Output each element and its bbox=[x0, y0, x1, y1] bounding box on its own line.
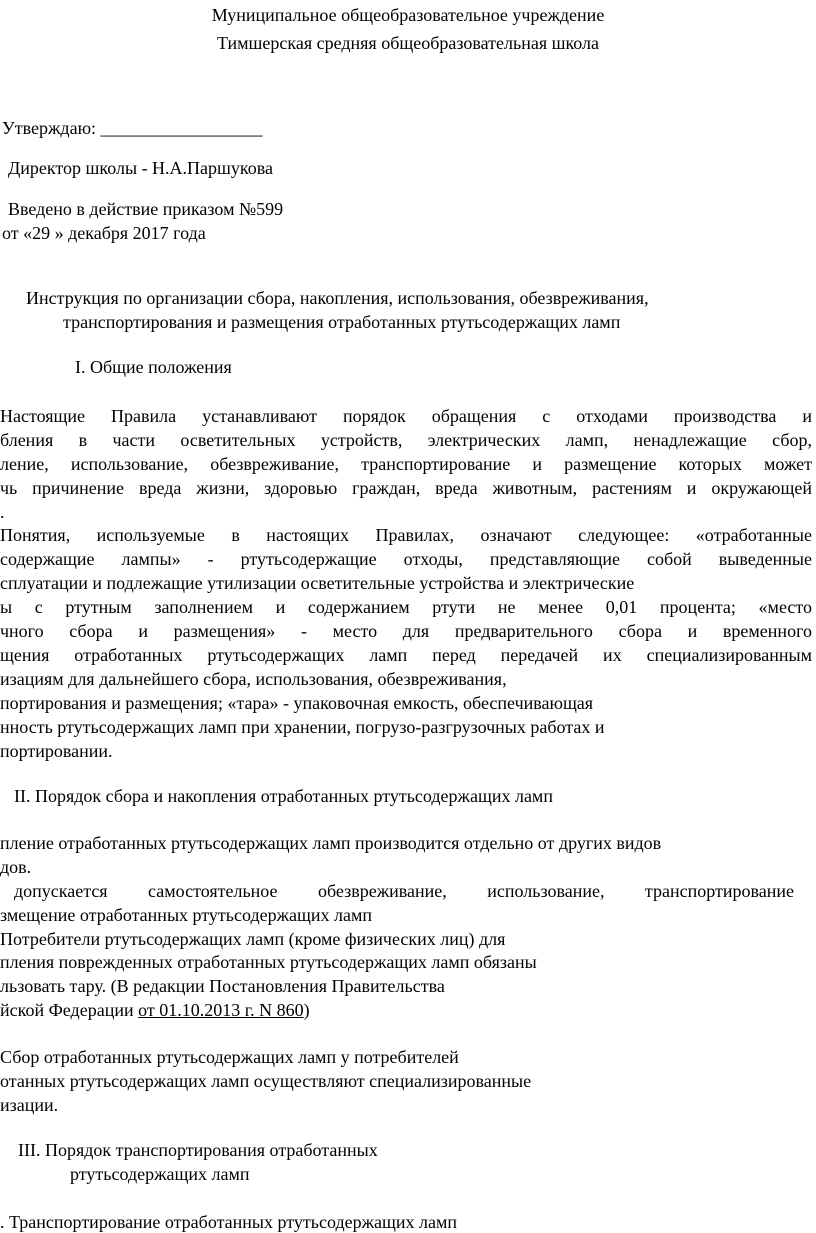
section1-paragraph-line: бления в части осветительных устройств, электрических ламп, ненадлежащие сбор, bbox=[0, 430, 812, 450]
government-reference-suffix: ) bbox=[303, 1000, 310, 1020]
section1-paragraph-line: чного сбора и размещения» - место для предварительного сбора и временного bbox=[0, 621, 812, 641]
section1-paragraph-line: сплуатации и подлежащие утилизации осветительные устройства и электрические bbox=[0, 573, 635, 593]
section1-paragraph-line: изациям для дальнейшего сбора, использования, обезвреживания, bbox=[0, 669, 507, 689]
section1-paragraph-line: щения отработанных ртутьсодержащих ламп перед передачей их специализированным bbox=[0, 645, 812, 665]
section2-paragraph-line: отанных ртутьсодержащих ламп осуществляют специализированные bbox=[0, 1071, 532, 1091]
government-reference-prefix: йской Федерации bbox=[0, 1000, 139, 1020]
section1-paragraph-line: портирования и размещения; «тара» - упаковочная емкость, обеспечивающая bbox=[0, 693, 594, 713]
section2-paragraph-line: змещение отработанных ртутьсодержащих ламп bbox=[0, 905, 373, 925]
school-header-line2: Тимшерская средняя общеобразовательная школа bbox=[216, 33, 600, 53]
section1-heading: I. Общие положения bbox=[75, 357, 232, 377]
section1-paragraph-line: нность ртутьсодержащих ламп при хранении, погрузо-разгрузочных работах и bbox=[0, 717, 605, 737]
decree-link[interactable]: от 01.10.2013 г. N 860 bbox=[138, 1000, 304, 1020]
section2-heading: II. Порядок сбора и накопления отработанных ртутьсодержащих ламп bbox=[14, 786, 553, 806]
section3-paragraph-line: . Транспортирование отработанных ртутьсодержащих ламп bbox=[0, 1212, 458, 1232]
section3-heading-line2: ртутьсодержащих ламп bbox=[70, 1164, 250, 1184]
section1-paragraph-line: Настоящие Правила устанавливают порядок обращения с отходами производства и bbox=[0, 406, 812, 426]
section1-paragraph-line: . bbox=[0, 502, 5, 522]
section1-paragraph-line: портировании. bbox=[0, 741, 113, 761]
document-title-line2: транспортирования и размещения отработанных ртутьсодержащих ламп bbox=[63, 312, 621, 332]
section2-paragraph-line: дов. bbox=[0, 857, 32, 877]
enacted-order-line: Введено в действие приказом №599 bbox=[8, 199, 284, 219]
section3-heading-line1: III. Порядок транспортирования отработанных bbox=[18, 1140, 378, 1160]
document-title-line1: Инструкция по организации сбора, накопления, использования, обезвреживания, bbox=[26, 288, 649, 308]
section2-paragraph-line: изации. bbox=[0, 1095, 59, 1115]
section1-paragraph-line: ление, использование, обезвреживание, транспортирование и размещение которых может bbox=[0, 454, 812, 474]
section2-paragraph-line: пления поврежденных отработанных ртутьсодержащих ламп обязаны bbox=[0, 952, 537, 972]
section2-paragraph-line: Потребители ртутьсодержащих ламп (кроме физических лиц) для bbox=[0, 929, 506, 949]
government-reference-line bbox=[0, 999, 310, 1021]
section2-paragraph-line: допускается самостоятельное обезвреживание, использование, транспортирование bbox=[14, 881, 794, 901]
order-date-line: от «29 » декабря 2017 года bbox=[2, 223, 206, 243]
section1-paragraph-line: Понятия, используемые в настоящих Правилах, означают следующее: «отработанные bbox=[0, 525, 812, 545]
section2-paragraph-line: Сбор отработанных ртутьсодержащих ламп у потребителей bbox=[0, 1047, 459, 1067]
section2-paragraph-line: льзовать тару. (В редакции Постановления Правительства bbox=[0, 976, 445, 996]
section1-paragraph-line: чь причинение вреда жизни, здоровью граждан, вреда животным, растениям и окружающей bbox=[0, 478, 812, 498]
section1-paragraph-line: ы с ртутным заполнением и содержанием ртути не менее 0,01 процента; «место bbox=[0, 597, 812, 617]
section1-paragraph-line: содержащие лампы» - ртутьсодержащие отходы, представляющие собой выведенные bbox=[0, 549, 812, 569]
director-line: Директор школы - Н.А.Паршукова bbox=[8, 158, 273, 178]
approval-line: Утверждаю: __________________ bbox=[2, 118, 263, 138]
section2-paragraph-line: пление отработанных ртутьсодержащих ламп производится отдельно от других видов bbox=[0, 833, 662, 853]
school-header-line1: Муниципальное общеобразовательное учреждение bbox=[211, 5, 605, 25]
